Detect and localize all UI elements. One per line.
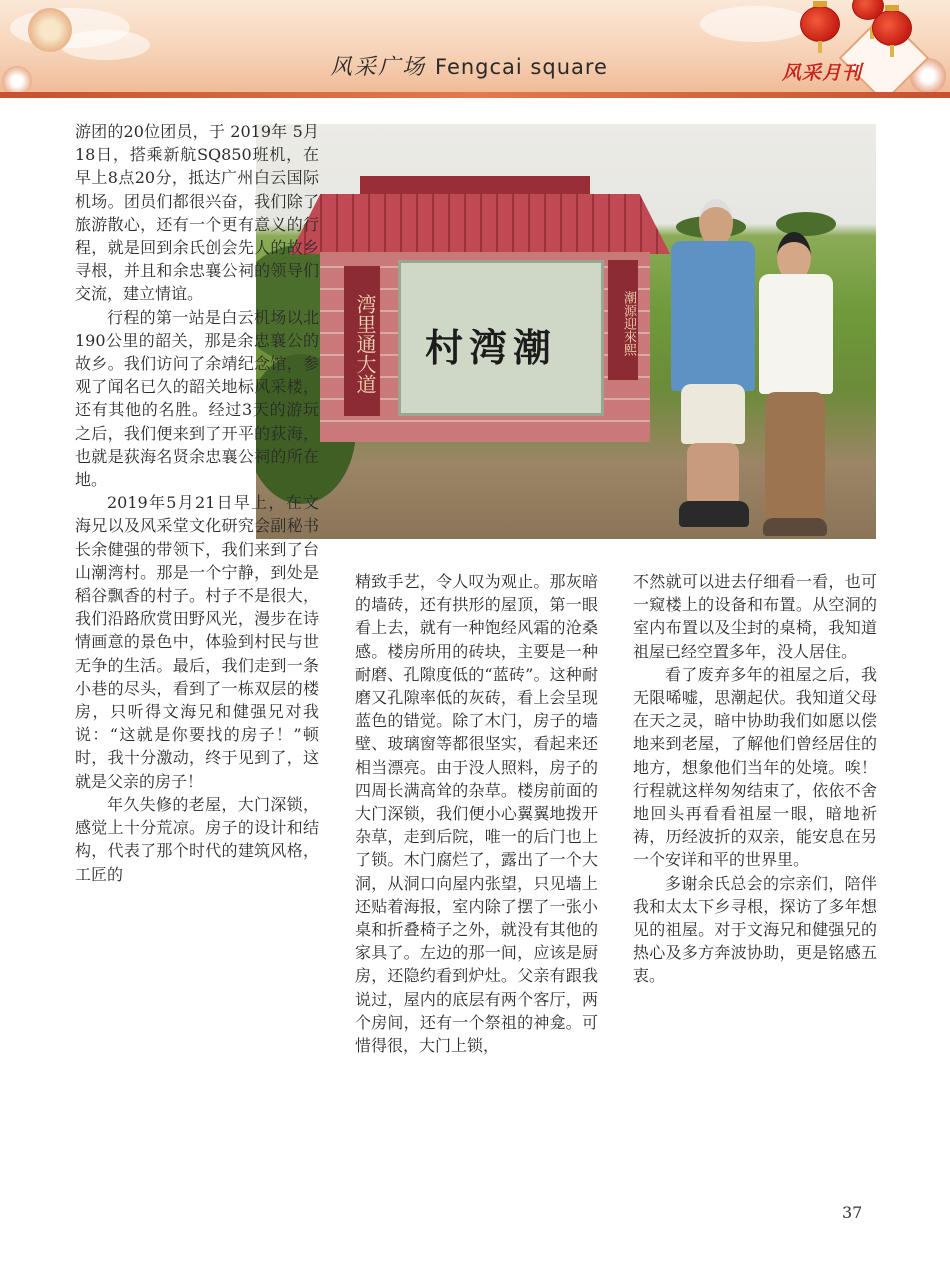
sign-ridge: [360, 176, 590, 196]
man-head: [699, 199, 733, 247]
magazine-brand: 风采月刊: [782, 62, 863, 84]
article-column-2: [355, 570, 598, 1057]
paragraph: 看了废弃多年的祖屋之后，我无限唏嘘，思潮起伏。我知道父母在天之灵，暗中协助我们如愿以偿地来到老屋，了解他们曾经居住的地方，想象他们当年的处境。唉！行程就这样匆匆结束了，依依不舍地回头再看看祖屋一眼，暗地祈祷，历经波折的双亲，能安息在另一个安详和平的世界里。: [633, 664, 877, 870]
section-title-en: Fengcai square: [435, 55, 608, 79]
man-shorts: [681, 384, 745, 444]
paragraph: 年久失修的老屋，大门深锁，感觉上十分荒凉。房子的设计和结构，代表了那个时代的建筑风格，工匠的: [75, 794, 319, 884]
section-title-cn: 风采广场: [330, 55, 427, 80]
header-divider: [0, 92, 950, 98]
paragraph: 2019年5月21日早上，在文海兄以及风采堂文化研究会副秘书长余健强的带领下，我们来到了台山潮湾村。那是一个宁静，到处是稻谷飘香的村子。村子不是很大，我们沿路欣赏田野风光，漫步在诗情画意的景色中，体验到村民与世无争的生活。最后，我们走到一条小巷的尽头，看到了一栋双层的楼房，只听得文海兄和健强兄对我说：“这就是你要找的房子！”顿时，我十分激动，终于见到了，这就是父亲的房子！: [75, 493, 319, 791]
section-title: [330, 50, 608, 81]
man-legs: [687, 443, 739, 503]
woman-blouse: [759, 274, 833, 394]
article-column-1: [75, 120, 319, 886]
sign-left-panel: 湾里通大道: [344, 266, 380, 416]
paragraph: 不然就可以进去仔细看一看，也可一窥楼上的设备和布置。从空洞的室内布置以及尘封的桌椅，我知道祖屋已经空置多年，没人居住。: [633, 572, 877, 661]
cloud-icon: [60, 30, 150, 60]
lantern-icon: [872, 10, 912, 46]
woman-figure: [751, 232, 841, 539]
sign-base: [320, 252, 650, 442]
paragraph: 行程的第一站是白云机场以北190公里的韶关，那是余忠襄公的故乡。我们访问了余靖纪念馆，参观了闻名已久的韶关地标风采楼，还有其他的名胜。经过3天的游玩之后，我们便来到了开平的荻海，也就是荻海名贤余忠襄公祠的所在地。: [75, 307, 319, 490]
header-banner: [0, 0, 950, 98]
paragraph: 精致手艺，令人叹为观止。那灰暗的墙砖，还有拱形的屋顶，第一眼看上去，就有一种饱经风霜的沧桑感。楼房所用的砖块，主要是一种耐磨、孔隙度低的“蓝砖”。这种耐磨又孔隙率低的灰砖，看上会呈现蓝色的错觉。除了木门，房子的墙壁、玻璃窗等都很坚实，看起来还相当漂亮。由于没人照料，房子的四周长满高耸的杂草。楼房前面的大门深锁，我们便小心翼翼地拨开杂草，走到后院，唯一的后门也上了锁。木门腐烂了，露出了一个大洞，从洞口向屋内张望，只见墙上还贴着海报，室内除了摆了一张小桌和折叠椅子之外，就没有其他的家具了。左边的那一间，应该是厨房，还隐约看到炉灶。父亲有跟我说过，屋内的底层有两个客厅，两个房间，还有一个祭祖的神龛。可惜得很，大门上锁，: [355, 572, 598, 1056]
man-figure: [661, 199, 761, 539]
flower-icon: [28, 8, 72, 52]
sign-right-panel: 潮源迎來熙: [608, 260, 638, 380]
paragraph: 游团的20位团员，于 2019年 5月 18日，搭乘新航SQ850班机，在早上8点20分，抵达广州白云国际机场。团员们都很兴奋，我们除了旅游散心，还有一个更有意义的行程，就是回到余氏创会先人的故乡寻根，并且和余忠襄公祠的领导们交流，建立情谊。: [75, 122, 319, 304]
article-column-3: [633, 570, 877, 988]
page-number: 37: [842, 1203, 863, 1222]
sign-name-panel: [398, 260, 604, 416]
woman-pants: [765, 392, 825, 522]
lantern-icon: [800, 6, 840, 42]
sign-roof: [290, 194, 670, 254]
paragraph: 多谢余氏总会的宗亲们，陪伴我和太太下乡寻根，探访了多年想见的祖屋。对于文海兄和健强兄的热心及多方奔波协助，更是铭感五衷。: [633, 873, 877, 986]
cloud-icon: [700, 6, 810, 42]
sign-village-name: 村湾潮: [425, 325, 558, 370]
man-shoes: [679, 501, 749, 527]
article-photo: [256, 124, 876, 539]
woman-shoes: [763, 518, 827, 536]
man-shirt: [671, 241, 755, 391]
